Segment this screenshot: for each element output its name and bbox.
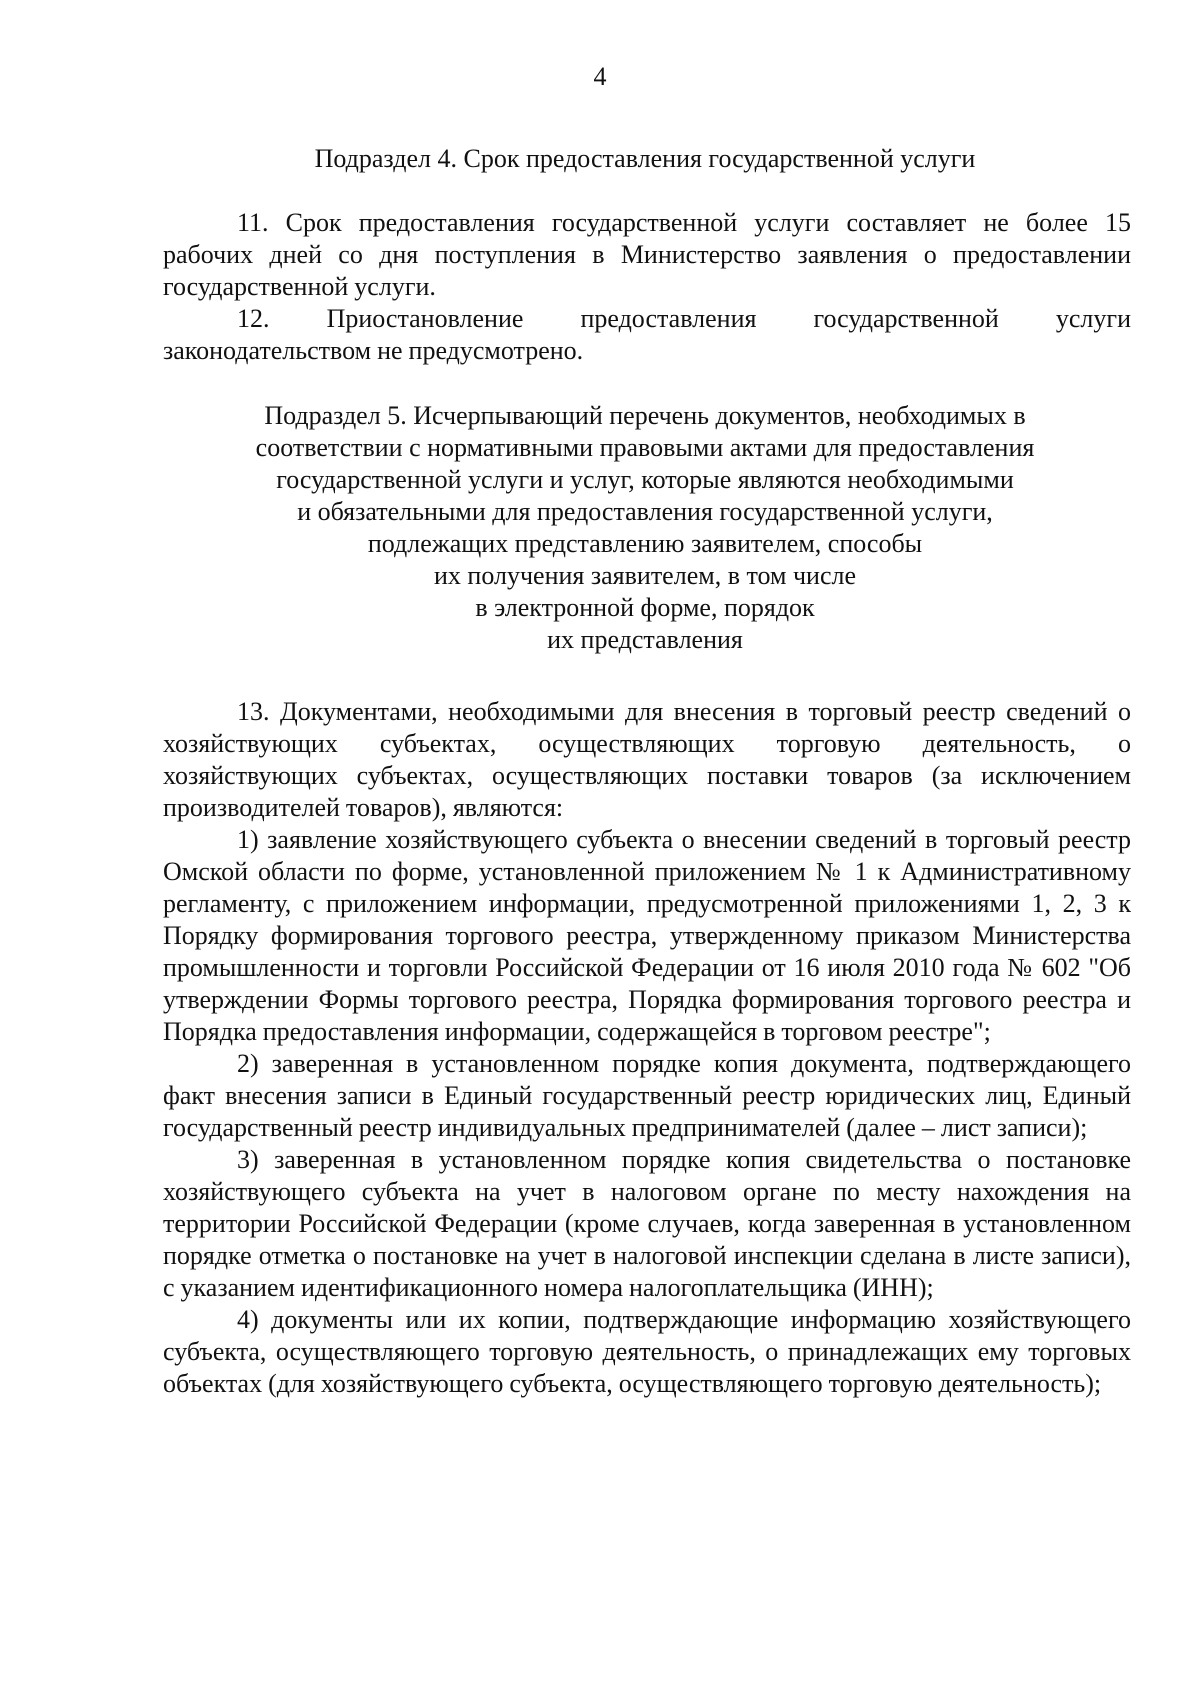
paragraph-13: 13. Документами, необходимыми для внесения в торговый реестр сведений о хозяйствующих субъектах, осуществляющих торговую деятельность, о хозяйствующих субъектах, осуществляющих поставки товаров (за исключением производителей товаров), являются: bbox=[163, 697, 1131, 822]
heading-line: их представления bbox=[547, 625, 743, 654]
list-item-2: 2) заверенная в установленном порядке копия документа, подтверждающего факт внесения записи в Единый государственный реестр юридических лиц, Единый государственный реестр индивидуальных предпринимателей (далее – лист записи); bbox=[163, 1049, 1131, 1142]
page-number: 4 bbox=[593, 62, 607, 91]
paragraph-12: 12. Приостановление предоставления государственной услуги законодательством не предусмотрено. bbox=[163, 304, 1131, 365]
heading-line: их получения заявителем, в том числе bbox=[434, 561, 856, 590]
subsection-4-heading: Подраздел 4. Срок предоставления государственной услуги bbox=[314, 144, 976, 173]
subsection-5-body bbox=[163, 696, 1131, 1400]
list-item-4: 4) документы или их копии, подтверждающие информацию хозяйствующего субъекта, осуществляющего торговую деятельность, о принадлежащих ему торговых объектах (для хозяйствующего субъекта, осуществляющего торговую деятельность); bbox=[163, 1305, 1131, 1398]
paragraph-11: 11. Срок предоставления государственной услуги составляет не более 15 рабочих дней со дня поступления в Министерство заявления о предоставлении государственной услуги. bbox=[163, 208, 1131, 301]
list-item-1: 1) заявление хозяйствующего субъекта о внесении сведений в торговый реестр Омской области по форме, установленной приложением № 1 к Административному регламенту, с приложением информации, предусмотренной приложениями 1, 2, 3 к Порядку формирования торгового реестра, утвержденному приказом Министерства промышленности и торговли Российской Федерации от 16 июля 2010 года № 602 "Об утверждении Формы торгового реестра, Порядка формирования торгового реестра и Порядка предоставления информации, содержащейся в торговом реестре"; bbox=[163, 825, 1131, 1046]
heading-line: соответствии с нормативными правовыми актами для предоставления bbox=[255, 433, 1035, 462]
heading-line: в электронной форме, порядок bbox=[475, 593, 815, 622]
heading-line: и обязательными для предоставления государственной услуги, bbox=[297, 497, 993, 526]
heading-line: государственной услуги и услуг, которые являются необходимыми bbox=[276, 465, 1014, 494]
list-item-3: 3) заверенная в установленном порядке копия свидетельства о постановке хозяйствующего субъекта на учет в налоговом органе по месту нахождения на территории Российской Федерации (кроме случаев, когда заверенная в установленном порядке отметка о постановке на учет в налоговой инспекции сделана в листе записи), с указанием идентификационного номера налогоплательщика (ИНН); bbox=[163, 1145, 1131, 1302]
subsection-5-heading bbox=[165, 400, 1125, 656]
subsection-4-body bbox=[163, 207, 1131, 367]
heading-line: Подраздел 5. Исчерпывающий перечень документов, необходимых в bbox=[264, 401, 1026, 430]
heading-line: подлежащих представлению заявителем, способы bbox=[367, 529, 923, 558]
